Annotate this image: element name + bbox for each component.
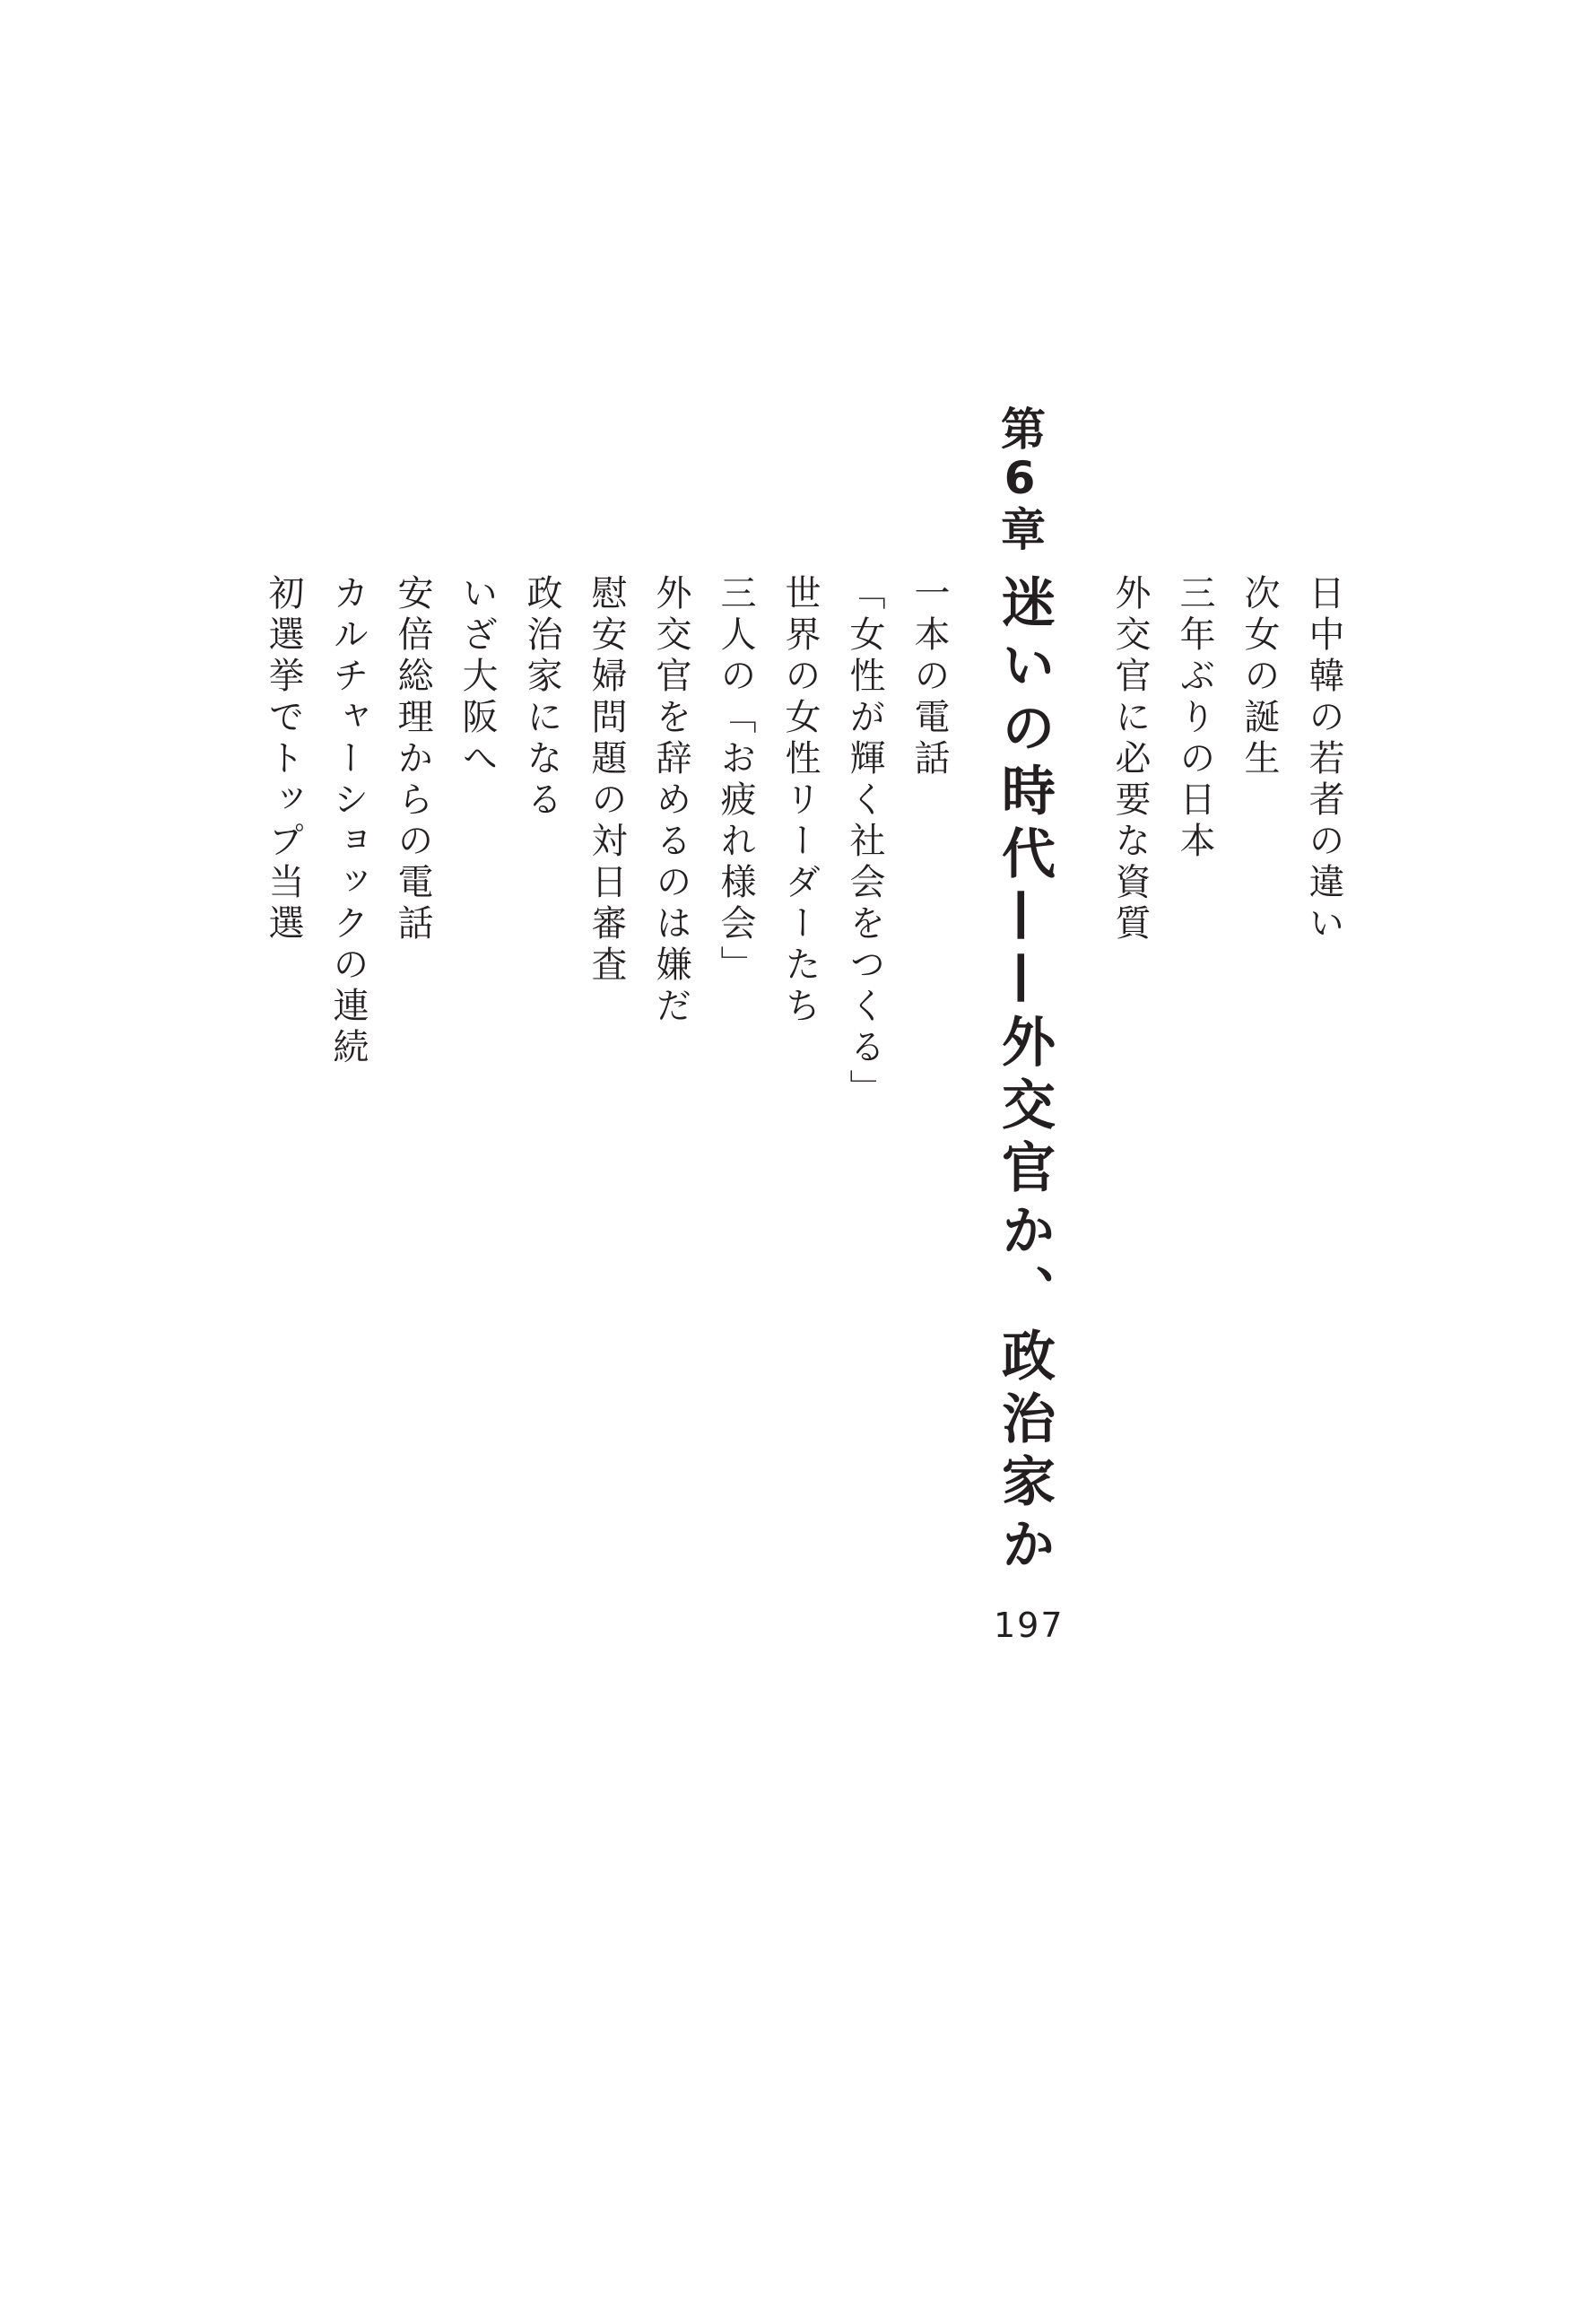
- chapter-label: 第6章: [994, 405, 1046, 553]
- toc-item: 三年ぶりの日本: [1174, 574, 1215, 863]
- toc-item: 初選挙でトップ当選: [263, 574, 304, 945]
- toc-item: いざ大阪へ: [456, 574, 498, 780]
- toc-item: 外交官を辞めるのは嫌だ: [650, 574, 691, 1028]
- toc-item: 日中韓の若者の違い: [1303, 574, 1344, 945]
- chapter-title: 迷いの時代——外交官か、政治家か: [993, 574, 1056, 1579]
- toc-item: 一本の電話: [908, 574, 950, 780]
- toc-item: 三人の「お疲れ様会」: [715, 574, 756, 987]
- toc-item: 外交官に必要な資質: [1109, 574, 1151, 945]
- toc-item: 政治家になる: [521, 574, 562, 822]
- page-number: 197: [994, 1606, 1065, 1645]
- toc-item: 安倍総理からの電話: [392, 574, 433, 945]
- toc-item: 次女の誕生: [1239, 574, 1280, 780]
- toc-item: 慰安婦問題の対日審査: [586, 574, 627, 987]
- toc-item: カルチャーショックの連続: [327, 574, 369, 1069]
- toc-item: 世界の女性リーダーたち: [779, 574, 821, 1028]
- toc-item: 「女性が輝く社会をつくる」: [844, 574, 885, 1110]
